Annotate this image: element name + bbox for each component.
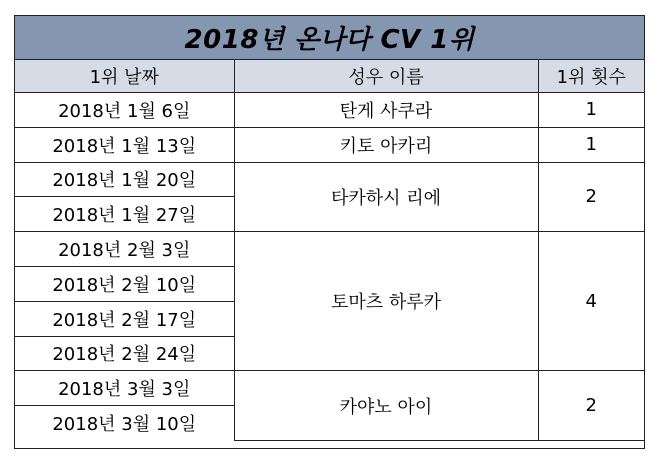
sheet-title: 2018년 온나다 CV 1위 bbox=[184, 25, 475, 55]
name-cell: 토마츠 하루카 bbox=[234, 232, 538, 371]
date-cell: 2018년 1월 6일 bbox=[15, 93, 234, 128]
count-cell: 2 bbox=[538, 371, 644, 441]
ranking-table bbox=[15, 59, 644, 441]
title-bar bbox=[15, 16, 644, 60]
date-cell: 2018년 1월 13일 bbox=[15, 127, 234, 162]
date-cell: 2018년 2월 10일 bbox=[15, 266, 234, 301]
table-body bbox=[15, 93, 644, 441]
count-cell: 1 bbox=[538, 127, 644, 162]
date-cell: 2018년 2월 3일 bbox=[15, 232, 234, 267]
name-cell: 타카하시 리에 bbox=[234, 162, 538, 232]
header-name: 성우 이름 bbox=[234, 60, 538, 93]
count-cell: 4 bbox=[538, 232, 644, 371]
date-cell: 2018년 3월 10일 bbox=[15, 406, 234, 441]
table-row bbox=[15, 371, 644, 406]
ranking-sheet bbox=[14, 15, 645, 449]
header-count: 1위 횟수 bbox=[538, 60, 644, 93]
date-cell: 2018년 2월 17일 bbox=[15, 301, 234, 336]
table-row bbox=[15, 93, 644, 128]
count-cell: 1 bbox=[538, 93, 644, 128]
date-cell: 2018년 1월 27일 bbox=[15, 197, 234, 232]
table-row bbox=[15, 127, 644, 162]
table-row bbox=[15, 232, 644, 267]
date-cell: 2018년 3월 3일 bbox=[15, 371, 234, 406]
table-row bbox=[15, 162, 644, 197]
header-date: 1위 날짜 bbox=[15, 60, 234, 93]
date-cell: 2018년 2월 24일 bbox=[15, 336, 234, 371]
date-cell: 2018년 1월 20일 bbox=[15, 162, 234, 197]
count-cell: 2 bbox=[538, 162, 644, 232]
name-cell: 탄게 사쿠라 bbox=[234, 93, 538, 128]
header-row bbox=[15, 60, 644, 93]
name-cell: 카야노 아이 bbox=[234, 371, 538, 441]
name-cell: 키토 아카리 bbox=[234, 127, 538, 162]
